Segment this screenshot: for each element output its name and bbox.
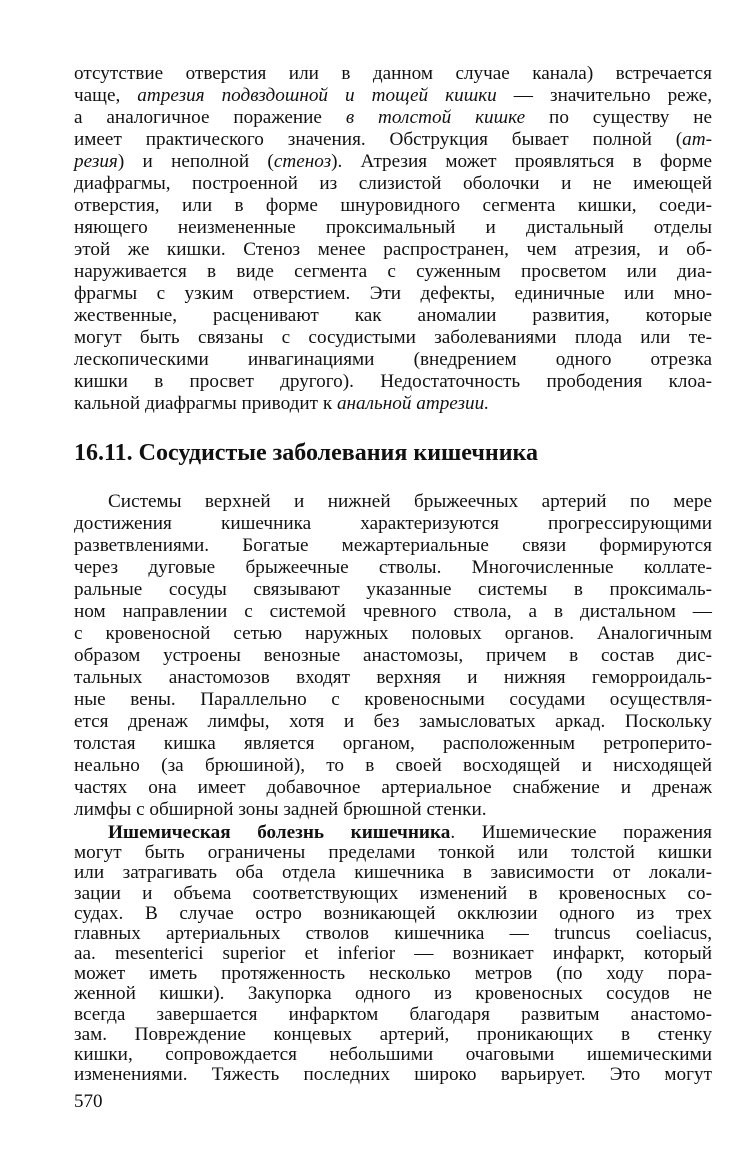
text-line: тальных анастомозов входят верхняя и нижняя геморроидаль- — [74, 667, 712, 688]
text-line: чаще, атрезия подвздошной и тощей кишки — значительно реже, — [74, 85, 713, 106]
italic-term: анальной атрезии. — [336, 393, 490, 414]
text-line: всегда завершается инфарктом благодаря развитым анастомо- — [74, 1004, 712, 1025]
text-line: частях она имеет добавочное артериальное снабжение и дренаж — [74, 777, 712, 798]
text-line: судах. В случае остро возникающей окклюзии одного из трех — [74, 903, 712, 924]
text-line: лимфы с обширной зоны задней брюшной стенки. — [74, 799, 487, 820]
text-line: ральные сосуды связывают указанные системы в проксималь- — [74, 579, 712, 600]
text-line: зации и объема соответствующих изменений в кровеносных со- — [74, 883, 712, 904]
text-line: кальной диафрагмы приводит к анальной атрезии. — [74, 393, 490, 414]
text-line: кишки, сопровождается небольшими очаговыми ишемическими — [74, 1044, 712, 1065]
text-line: изменениями. Тяжесть последних широко варьирует. Это могут — [74, 1064, 712, 1085]
text-line: с кровеносной сетью наружных половых органов. Аналогичным — [74, 623, 712, 644]
text-line: диафрагмы, построенной из слизистой оболочки и не имеющей — [74, 173, 712, 194]
text-line: резия) и неполной (стеноз). Атрезия может проявляться в форме — [74, 151, 712, 172]
text-line: наруживается в виде сегмента с суженным просветом или диа- — [74, 261, 712, 282]
text-line: образом устроены венозные анастомозы, причем в состав дис- — [74, 645, 712, 666]
text-line: неально (за брюшиной), то в своей восходящей и нисходящей — [74, 755, 712, 776]
text-line: отверстия, или в форме шнуровидного сегмента кишки, соеди- — [74, 195, 712, 216]
text-line: достижения кишечника характеризуются прогрессирующими — [74, 513, 712, 534]
bold-term: Ишемическая болезнь кишечника — [108, 822, 451, 843]
text-line: или затрагивать оба отдела кишечника в зависимости от локали- — [74, 862, 712, 883]
text-line: aa. mesenterici superior et inferior — возникает инфаркт, который — [74, 943, 712, 964]
text-line: зам. Повреждение концевых артерий, проникающих в стенку — [74, 1024, 712, 1045]
text-line: ные вены. Параллельно с кровеносными сосудами осуществля- — [74, 689, 712, 710]
text-line: Системы верхней и нижней брыжеечных артерий по мере — [108, 491, 712, 512]
text-line: разветвлениями. Богатые межартериальные связи формируются — [74, 535, 712, 556]
text-line: может иметь протяженность несколько метров (по ходу пора- — [74, 963, 712, 984]
text-line: жественные, расценивают как аномалии развития, которые — [74, 305, 712, 326]
text-line: няющего неизмененные проксимальный и дистальный отделы — [74, 217, 712, 238]
text-line: могут быть связаны с сосудистыми заболеваниями плода или те- — [74, 327, 712, 348]
text-line: ном направлении с системой чревного ствола, а в дистальном — — [74, 601, 712, 622]
text-line: женной кишки). Закупорка одного из кровеносных сосудов не — [74, 983, 712, 1004]
page-number: 570 — [74, 1091, 103, 1112]
italic-term: атрезия подвздошной и тощей кишки — [137, 85, 497, 106]
section-heading: 16.11. Сосудистые заболевания кишечника — [74, 440, 538, 466]
italic-term: в толстой кишке — [345, 107, 526, 128]
text-line: отсутствие отверстия или в данном случае канала) встречается — [74, 63, 712, 84]
text-line: ется дренаж лимфы, хотя и без замысловатых аркад. Поскольку — [74, 711, 712, 732]
text-line: фрагмы с узким отверстием. Эти дефекты, единичные или мно- — [74, 283, 712, 304]
italic-term: стеноз — [273, 151, 332, 172]
text-line: этой же кишки. Стеноз менее распространен, чем атрезия, и об- — [74, 239, 712, 260]
text-line: толстая кишка является органом, расположенным ретроперито- — [74, 733, 712, 754]
text-line: Ишемическая болезнь кишечника. Ишемические поражения — [108, 822, 712, 843]
text-line: могут быть ограничены пределами тонкой или толстой кишки — [74, 842, 712, 863]
italic-term: ат- — [682, 129, 712, 150]
text-line: а аналогичное поражение в толстой кишке по существу не — [74, 107, 713, 128]
text-line: лескопическими инвагинациями (внедрением одного отрезка — [74, 349, 712, 370]
text-line: имеет практического значения. Обструкция бывает полной (ат- — [74, 129, 712, 150]
italic-term: резия — [74, 151, 118, 172]
text-line: через дуговые брыжеечные стволы. Многочисленные коллате- — [74, 557, 712, 578]
text-line: главных артериальных стволов кишечника — truncus coeliacus, — [74, 923, 712, 944]
text-line: кишки в просвет другого). Недостаточность прободения клоа- — [74, 371, 712, 392]
